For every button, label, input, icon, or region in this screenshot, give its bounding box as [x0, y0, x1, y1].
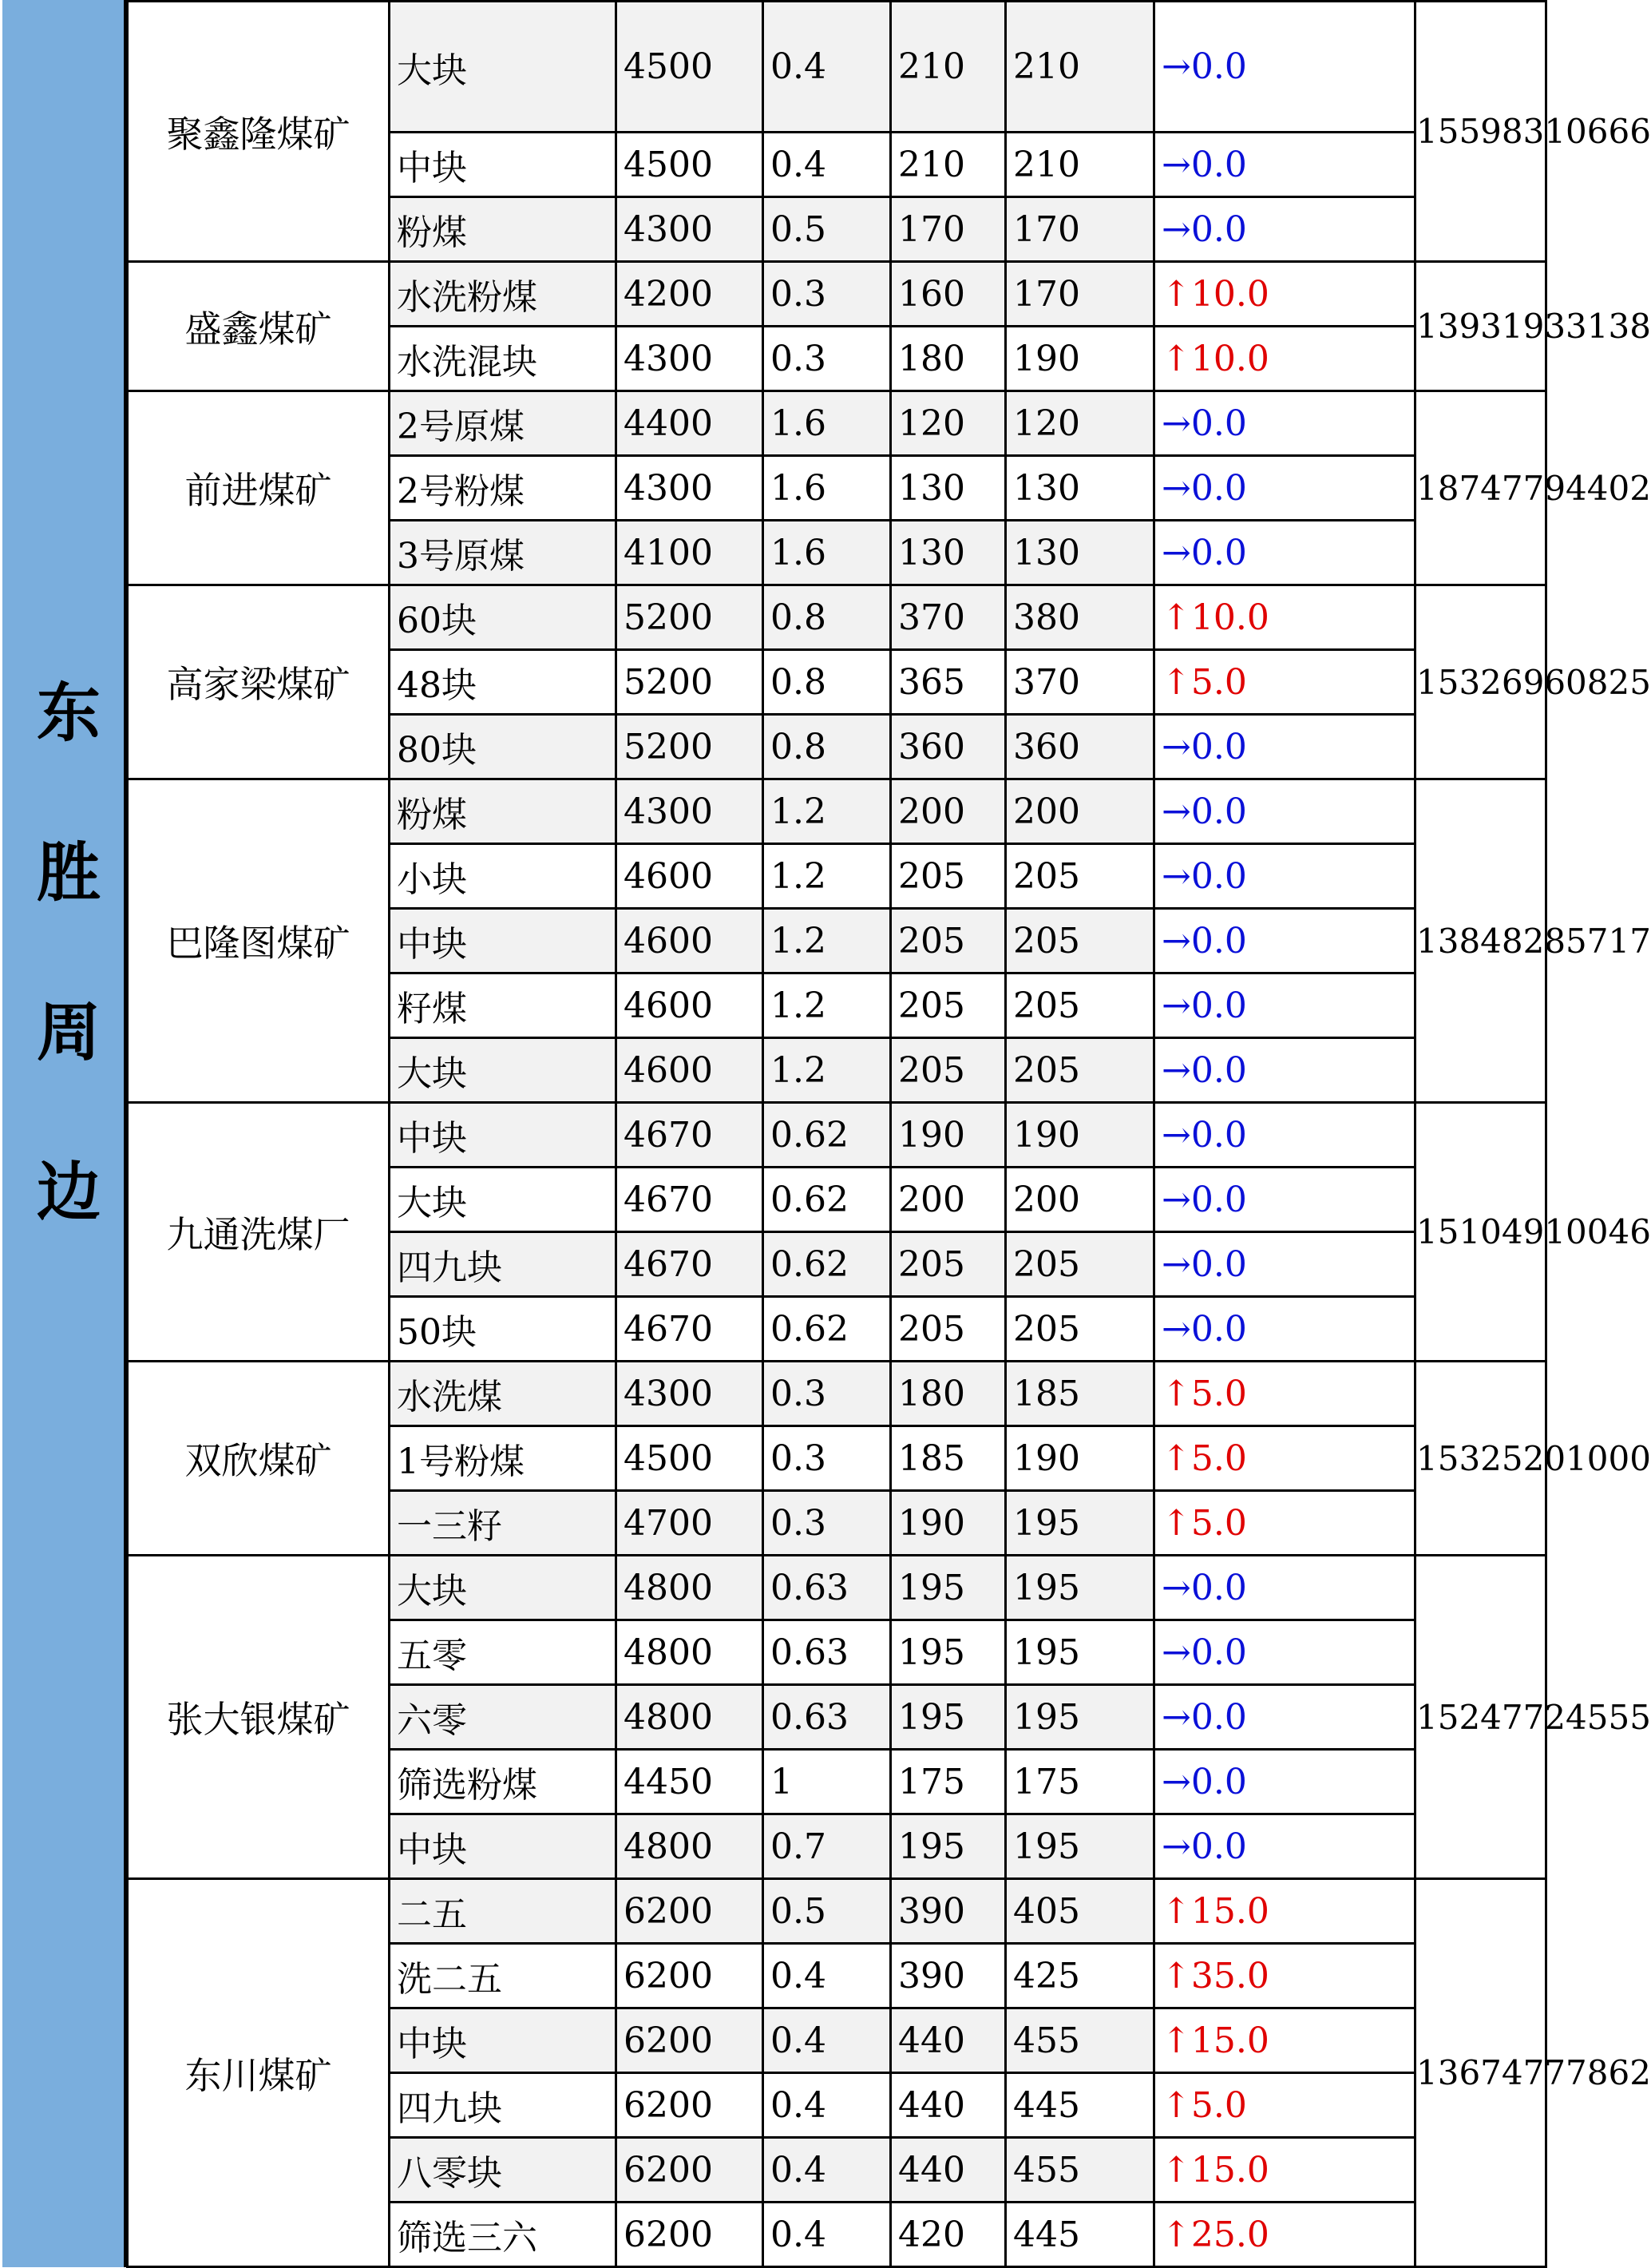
- product-name: 四九块: [390, 2073, 616, 2138]
- product-name: 筛选三六: [390, 2203, 616, 2267]
- calorific-value: 5200: [616, 585, 763, 650]
- price-change: ↑10.0: [1154, 262, 1415, 327]
- product-name: 中块: [390, 133, 616, 197]
- calorific-value: 4100: [616, 521, 763, 585]
- price-change: →0.0: [1154, 1620, 1415, 1685]
- current-price: 195: [1006, 1491, 1154, 1556]
- product-name: 大块: [390, 2, 616, 133]
- calorific-value: 4800: [616, 1620, 763, 1685]
- sulfur-content: 0.4: [763, 2073, 891, 2138]
- mine-name: 盛鑫煤矿: [128, 262, 390, 391]
- current-price: 130: [1006, 456, 1154, 521]
- calorific-value: 6200: [616, 1879, 763, 1944]
- current-price: 195: [1006, 1620, 1154, 1685]
- current-price: 190: [1006, 327, 1154, 391]
- calorific-value: 5200: [616, 650, 763, 715]
- current-price: 425: [1006, 1944, 1154, 2008]
- price-change: →0.0: [1154, 1038, 1415, 1103]
- product-name: 五零: [390, 1620, 616, 1685]
- sulfur-content: 0.62: [763, 1232, 891, 1297]
- price-change: →0.0: [1154, 844, 1415, 909]
- sulfur-content: 0.4: [763, 2203, 891, 2267]
- product-name: 粉煤: [390, 779, 616, 844]
- current-price: 205: [1006, 844, 1154, 909]
- region-label: 东胜周边: [26, 678, 101, 1318]
- previous-price: 205: [891, 973, 1006, 1038]
- current-price: 190: [1006, 1103, 1154, 1168]
- sulfur-content: 0.3: [763, 1491, 891, 1556]
- table-row: [128, 1362, 1546, 1426]
- calorific-value: 4600: [616, 909, 763, 973]
- mine-name: 前进煤矿: [128, 391, 390, 585]
- table-row: [128, 585, 1546, 650]
- previous-price: 390: [891, 1879, 1006, 1944]
- sulfur-content: 1.2: [763, 973, 891, 1038]
- price-change: →0.0: [1154, 1685, 1415, 1750]
- previous-price: 190: [891, 1103, 1006, 1168]
- product-name: 大块: [390, 1038, 616, 1103]
- sulfur-content: 0.3: [763, 1362, 891, 1426]
- current-price: 190: [1006, 1426, 1154, 1491]
- previous-price: 205: [891, 909, 1006, 973]
- calorific-value: 4800: [616, 1556, 763, 1620]
- price-change: →0.0: [1154, 779, 1415, 844]
- price-change: ↑35.0: [1154, 1944, 1415, 2008]
- contact-phone: 15104910046: [1415, 1103, 1546, 1362]
- sulfur-content: 0.5: [763, 1879, 891, 1944]
- previous-price: 205: [891, 1232, 1006, 1297]
- calorific-value: 4450: [616, 1750, 763, 1814]
- product-name: 50块: [390, 1297, 616, 1362]
- product-name: 小块: [390, 844, 616, 909]
- price-change: ↑5.0: [1154, 2073, 1415, 2138]
- product-name: 水洗煤: [390, 1362, 616, 1426]
- sulfur-content: 1.6: [763, 521, 891, 585]
- previous-price: 195: [891, 1556, 1006, 1620]
- previous-price: 200: [891, 1168, 1006, 1232]
- product-name: 中块: [390, 909, 616, 973]
- mine-name: 张大银煤矿: [128, 1556, 390, 1879]
- price-change: →0.0: [1154, 1814, 1415, 1879]
- price-change: →0.0: [1154, 133, 1415, 197]
- previous-price: 210: [891, 133, 1006, 197]
- sulfur-content: 0.4: [763, 1944, 891, 2008]
- previous-price: 390: [891, 1944, 1006, 2008]
- price-change: ↑15.0: [1154, 1879, 1415, 1944]
- current-price: 210: [1006, 133, 1154, 197]
- sulfur-content: 0.62: [763, 1168, 891, 1232]
- previous-price: 195: [891, 1685, 1006, 1750]
- price-change: →0.0: [1154, 2, 1415, 133]
- calorific-value: 4400: [616, 391, 763, 456]
- product-name: 筛选粉煤: [390, 1750, 616, 1814]
- previous-price: 180: [891, 1362, 1006, 1426]
- product-name: 粉煤: [390, 197, 616, 262]
- mine-name: 聚鑫隆煤矿: [128, 2, 390, 262]
- table-row: [128, 1879, 1546, 1944]
- previous-price: 205: [891, 1038, 1006, 1103]
- current-price: 205: [1006, 1232, 1154, 1297]
- price-change: ↑5.0: [1154, 1426, 1415, 1491]
- current-price: 195: [1006, 1814, 1154, 1879]
- product-name: 四九块: [390, 1232, 616, 1297]
- product-name: 大块: [390, 1556, 616, 1620]
- contact-phone: 15247724555: [1415, 1556, 1546, 1879]
- sulfur-content: 1.2: [763, 779, 891, 844]
- current-price: 200: [1006, 1168, 1154, 1232]
- calorific-value: 4600: [616, 844, 763, 909]
- product-name: 水洗粉煤: [390, 262, 616, 327]
- table-row: [128, 1556, 1546, 1620]
- calorific-value: 6200: [616, 2008, 763, 2073]
- previous-price: 210: [891, 2, 1006, 133]
- sulfur-content: 0.63: [763, 1685, 891, 1750]
- product-name: 中块: [390, 1103, 616, 1168]
- current-price: 205: [1006, 909, 1154, 973]
- price-change: →0.0: [1154, 197, 1415, 262]
- price-change: ↑15.0: [1154, 2138, 1415, 2203]
- product-name: 80块: [390, 715, 616, 779]
- previous-price: 130: [891, 456, 1006, 521]
- product-name: 3号原煤: [390, 521, 616, 585]
- price-change: ↑10.0: [1154, 585, 1415, 650]
- previous-price: 440: [891, 2008, 1006, 2073]
- sulfur-content: 0.3: [763, 262, 891, 327]
- previous-price: 160: [891, 262, 1006, 327]
- previous-price: 205: [891, 844, 1006, 909]
- current-price: 175: [1006, 1750, 1154, 1814]
- calorific-value: 6200: [616, 2203, 763, 2267]
- current-price: 380: [1006, 585, 1154, 650]
- calorific-value: 4300: [616, 456, 763, 521]
- sulfur-content: 0.5: [763, 197, 891, 262]
- calorific-value: 4670: [616, 1103, 763, 1168]
- contact-phone: 18747794402: [1415, 391, 1546, 585]
- sulfur-content: 1.2: [763, 844, 891, 909]
- sulfur-content: 0.8: [763, 715, 891, 779]
- current-price: 195: [1006, 1556, 1154, 1620]
- previous-price: 120: [891, 391, 1006, 456]
- sulfur-content: 0.62: [763, 1297, 891, 1362]
- sulfur-content: 0.3: [763, 1426, 891, 1491]
- region-label-wrap: [0, 0, 126, 2267]
- product-name: 2号原煤: [390, 391, 616, 456]
- current-price: 120: [1006, 391, 1154, 456]
- price-change: →0.0: [1154, 1103, 1415, 1168]
- product-name: 中块: [390, 1814, 616, 1879]
- contact-phone: 13931933138: [1415, 262, 1546, 391]
- sulfur-content: 1.6: [763, 391, 891, 456]
- contact-phone: 15325201000: [1415, 1362, 1546, 1556]
- price-change: →0.0: [1154, 1232, 1415, 1297]
- product-name: 二五: [390, 1879, 616, 1944]
- previous-price: 195: [891, 1620, 1006, 1685]
- price-change: →0.0: [1154, 521, 1415, 585]
- mine-name: 双欣煤矿: [128, 1362, 390, 1556]
- sulfur-content: 0.4: [763, 2008, 891, 2073]
- calorific-value: 4300: [616, 327, 763, 391]
- current-price: 205: [1006, 973, 1154, 1038]
- sulfur-content: 0.63: [763, 1556, 891, 1620]
- previous-price: 190: [891, 1491, 1006, 1556]
- current-price: 455: [1006, 2138, 1154, 2203]
- calorific-value: 4500: [616, 2, 763, 133]
- calorific-value: 4670: [616, 1232, 763, 1297]
- price-change: →0.0: [1154, 973, 1415, 1038]
- product-name: 六零: [390, 1685, 616, 1750]
- current-price: 170: [1006, 197, 1154, 262]
- calorific-value: 6200: [616, 1944, 763, 2008]
- calorific-value: 4670: [616, 1168, 763, 1232]
- sulfur-content: 1.6: [763, 456, 891, 521]
- previous-price: 370: [891, 585, 1006, 650]
- previous-price: 440: [891, 2138, 1006, 2203]
- current-price: 370: [1006, 650, 1154, 715]
- calorific-value: 4500: [616, 1426, 763, 1491]
- table-row: [128, 779, 1546, 844]
- calorific-value: 6200: [616, 2138, 763, 2203]
- sulfur-content: 0.62: [763, 1103, 891, 1168]
- contact-phone: 15598310666: [1415, 2, 1546, 262]
- previous-price: 185: [891, 1426, 1006, 1491]
- current-price: 205: [1006, 1297, 1154, 1362]
- mine-name: 高家梁煤矿: [128, 585, 390, 779]
- price-change: →0.0: [1154, 391, 1415, 456]
- current-price: 455: [1006, 2008, 1154, 2073]
- price-change: ↑25.0: [1154, 2203, 1415, 2267]
- price-change: →0.0: [1154, 715, 1415, 779]
- calorific-value: 4600: [616, 973, 763, 1038]
- contact-phone: 13674777862: [1415, 1879, 1546, 2267]
- previous-price: 205: [891, 1297, 1006, 1362]
- contact-phone: 13848285717: [1415, 779, 1546, 1103]
- mine-name: 巴隆图煤矿: [128, 779, 390, 1103]
- sulfur-content: 0.3: [763, 327, 891, 391]
- calorific-value: 4700: [616, 1491, 763, 1556]
- product-name: 1号粉煤: [390, 1426, 616, 1491]
- table-row: [128, 262, 1546, 327]
- contact-phone: 15326960825: [1415, 585, 1546, 779]
- sulfur-content: 1.2: [763, 909, 891, 973]
- mine-name: 东川煤矿: [128, 1879, 390, 2267]
- table-row: [128, 391, 1546, 456]
- product-name: 水洗混块: [390, 327, 616, 391]
- current-price: 445: [1006, 2073, 1154, 2138]
- product-name: 中块: [390, 2008, 616, 2073]
- sulfur-content: 0.8: [763, 585, 891, 650]
- sulfur-content: 1: [763, 1750, 891, 1814]
- calorific-value: 4600: [616, 1038, 763, 1103]
- price-change: →0.0: [1154, 1297, 1415, 1362]
- product-name: 籽煤: [390, 973, 616, 1038]
- sulfur-content: 0.7: [763, 1814, 891, 1879]
- mine-name: 九通洗煤厂: [128, 1103, 390, 1362]
- table-row: [128, 1103, 1546, 1168]
- price-change: ↑10.0: [1154, 327, 1415, 391]
- sulfur-content: 0.4: [763, 133, 891, 197]
- sulfur-content: 0.63: [763, 1620, 891, 1685]
- sulfur-content: 0.4: [763, 2, 891, 133]
- calorific-value: 4800: [616, 1685, 763, 1750]
- product-name: 一三籽: [390, 1491, 616, 1556]
- calorific-value: 4300: [616, 1362, 763, 1426]
- previous-price: 200: [891, 779, 1006, 844]
- current-price: 405: [1006, 1879, 1154, 1944]
- current-price: 445: [1006, 2203, 1154, 2267]
- sulfur-content: 1.2: [763, 1038, 891, 1103]
- product-name: 大块: [390, 1168, 616, 1232]
- previous-price: 170: [891, 197, 1006, 262]
- previous-price: 360: [891, 715, 1006, 779]
- coal-price-table: [126, 0, 1651, 2268]
- previous-price: 440: [891, 2073, 1006, 2138]
- price-change: ↑5.0: [1154, 1491, 1415, 1556]
- product-name: 八零块: [390, 2138, 616, 2203]
- calorific-value: 4800: [616, 1814, 763, 1879]
- current-price: 210: [1006, 2, 1154, 133]
- product-name: 洗二五: [390, 1944, 616, 2008]
- current-price: 360: [1006, 715, 1154, 779]
- calorific-value: 4500: [616, 133, 763, 197]
- current-price: 185: [1006, 1362, 1154, 1426]
- previous-price: 195: [891, 1814, 1006, 1879]
- current-price: 195: [1006, 1685, 1154, 1750]
- price-change: →0.0: [1154, 1168, 1415, 1232]
- previous-price: 180: [891, 327, 1006, 391]
- sulfur-content: 0.4: [763, 2138, 891, 2203]
- price-change: →0.0: [1154, 909, 1415, 973]
- price-change: →0.0: [1154, 1750, 1415, 1814]
- price-change: ↑5.0: [1154, 650, 1415, 715]
- previous-price: 365: [891, 650, 1006, 715]
- previous-price: 420: [891, 2203, 1006, 2267]
- price-change: ↑15.0: [1154, 2008, 1415, 2073]
- sulfur-content: 0.8: [763, 650, 891, 715]
- calorific-value: 4300: [616, 197, 763, 262]
- calorific-value: 5200: [616, 715, 763, 779]
- current-price: 205: [1006, 1038, 1154, 1103]
- product-name: 48块: [390, 650, 616, 715]
- previous-price: 130: [891, 521, 1006, 585]
- table-row: [128, 2, 1546, 133]
- previous-price: 175: [891, 1750, 1006, 1814]
- calorific-value: 4670: [616, 1297, 763, 1362]
- calorific-value: 4300: [616, 779, 763, 844]
- calorific-value: 6200: [616, 2073, 763, 2138]
- current-price: 170: [1006, 262, 1154, 327]
- product-name: 60块: [390, 585, 616, 650]
- price-change: ↑5.0: [1154, 1362, 1415, 1426]
- current-price: 130: [1006, 521, 1154, 585]
- price-change: →0.0: [1154, 1556, 1415, 1620]
- current-price: 200: [1006, 779, 1154, 844]
- table-body: [128, 2, 1651, 2267]
- price-change: →0.0: [1154, 456, 1415, 521]
- calorific-value: 4200: [616, 262, 763, 327]
- product-name: 2号粉煤: [390, 456, 616, 521]
